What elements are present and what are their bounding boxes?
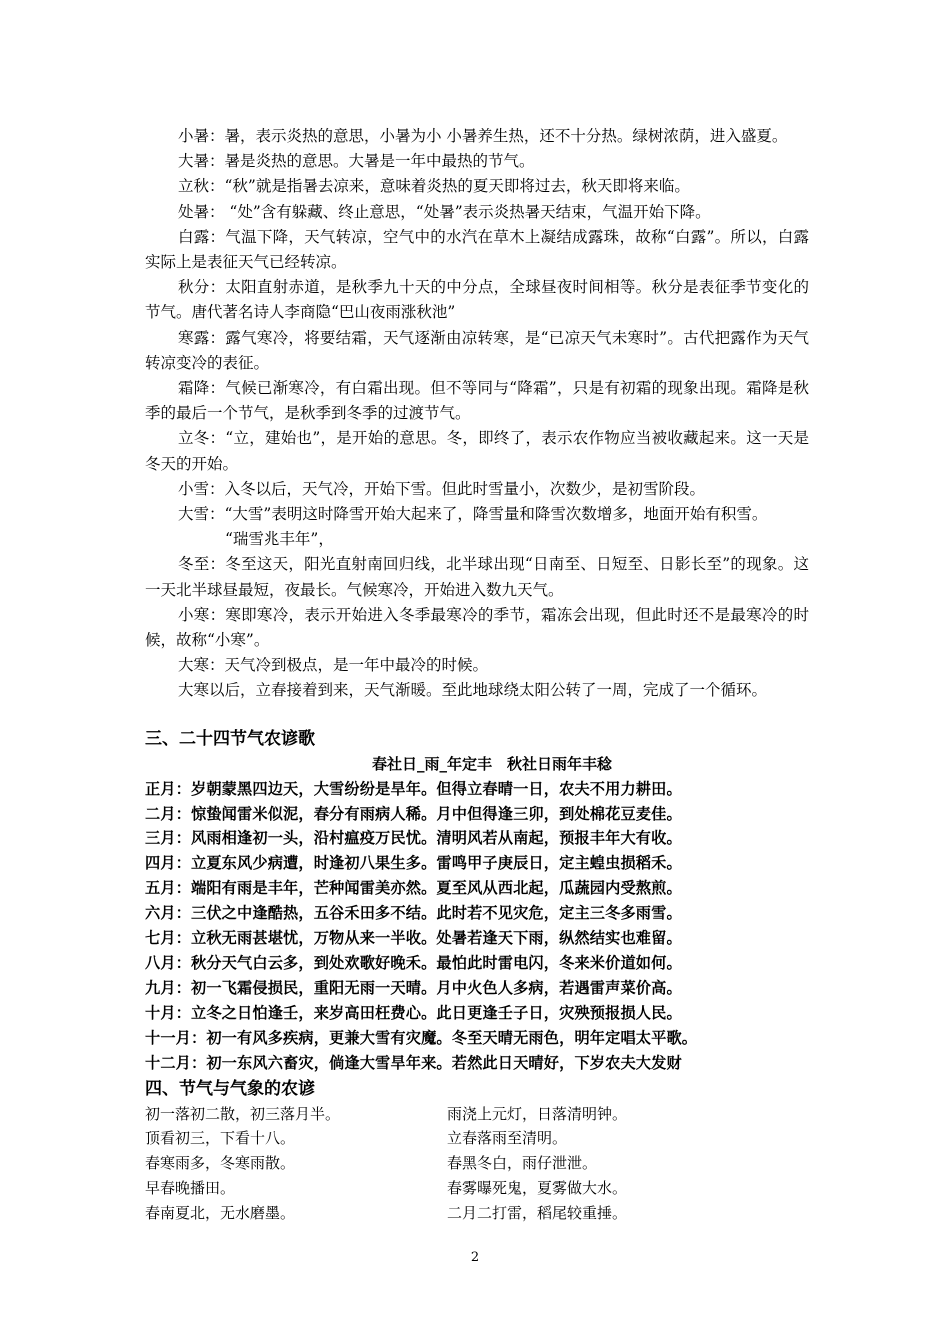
paragraph: 立秋：“秋”就是指暑去凉来，意味着炎热的夏天即将过去，秋天即将来临。 xyxy=(178,177,690,196)
section-4-heading: 四、节气与气象的农谚 xyxy=(145,1078,315,1099)
paragraph: 立冬：“立，建始也”，是开始的意思。冬，即终了，表示农作物应当被收藏起来。这一天是冬天的开始。 xyxy=(145,429,809,473)
monthly-proverbs xyxy=(145,777,809,1076)
proverb-line: 三月：风雨相逢初一头，沿村瘟疫万民忧。清明风若从南起，预报丰年大有收。 xyxy=(145,829,682,848)
proverb-line: 九月：初一飞霜侵损民，重阳无雨一天晴。月中火色人多病，若遇雷声菜价高。 xyxy=(145,978,682,997)
proverb-pair-row xyxy=(145,1201,809,1226)
paragraph: 小雪：入冬以后，天气冷，开始下雪。但此时雪量小，次数少，是初雪阶段。 xyxy=(178,479,706,498)
proverb-right: 立春落雨至清明。 xyxy=(447,1129,568,1148)
weather-proverbs-grid xyxy=(145,1102,809,1226)
paragraph: 大寒：天气冷到极点，是一年中最冷的时候。 xyxy=(178,656,489,675)
proverb-line: 四月：立夏东风少病遭，时逢初八果生多。雷鸣甲子庚辰日，定主蝗虫损稻禾。 xyxy=(145,854,682,873)
paragraph: 冬至：冬至这天，阳光直射南回归线，北半球出现“日南至、日短至、日影长至”的现象。这一天北半球昼最短，夜最长。气候寒冷，开始进入数九天气。 xyxy=(145,555,809,599)
solar-terms-descriptions xyxy=(145,124,809,704)
proverb-pair-row xyxy=(145,1102,809,1127)
proverb-line: 十一月：初一有风多疾病，更兼大雪有灾魔。冬至天晴无雨色，明年定唱太平歌。 xyxy=(145,1028,698,1047)
page-number: 2 xyxy=(470,1250,480,1265)
proverb-line: 六月：三伏之中逢酷热，五谷禾田多不结。此时若不见灾危，定主三冬多雨雪。 xyxy=(145,904,682,923)
proverb-line: 八月：秋分天气白云多，到处欢歌好晚禾。最怕此时雷电闪，冬来米价道如何。 xyxy=(145,954,682,973)
proverb-left: 春寒雨多，冬寒雨散。 xyxy=(145,1154,296,1173)
proverb-pair-row xyxy=(145,1176,809,1201)
proverb-line: 正月：岁朝蒙黑四边天，大雪纷纷是旱年。但得立春晴一日，农夫不用力耕田。 xyxy=(145,779,682,798)
proverb-line: 二月：惊蛰闻雷米似泥，春分有雨病人稀。月中但得逢三卯，到处棉花豆麦佳。 xyxy=(145,804,682,823)
paragraph: 秋分：太阳直射赤道，是秋季九十天的中分点，全球昼夜时间相等。秋分是表征季节变化的节气。唐代著名诗人李商隐“巴山夜雨涨秋池” xyxy=(145,278,809,322)
paragraph: “瑞雪兆丰年”， xyxy=(225,530,334,549)
proverb-line: 五月：端阳有雨是丰年，芒种闻雷美亦然。夏至风从西北起，瓜蔬园内受熬煎。 xyxy=(145,879,682,898)
proverb-line: 十月：立冬之日怕逢壬，来岁高田枉费心。此日更逢壬子日，灾殃预报损人民。 xyxy=(145,1003,682,1022)
section-3-heading: 三、二十四节气农谚歌 xyxy=(145,728,315,749)
proverb-line: 七月：立秋无雨甚堪忧，万物从来一半收。处暑若逢天下雨，纵然结实也难留。 xyxy=(145,929,682,948)
paragraph: 处暑： “处”含有躲藏、终止意思，“处暑”表示炎热暑天结束，气温开始下降。 xyxy=(178,202,711,221)
proverb-left: 春南夏北，无水磨墨。 xyxy=(145,1203,296,1222)
paragraph: 小寒：寒即寒冷，表示开始进入冬季最寒冷的季节，霜冻会出现，但此时还不是最寒冷的时候，故称“小寒”。 xyxy=(145,605,809,650)
paragraph: 大寒以后，立春接着到来，天气渐暖。至此地球绕太阳公转了一周，完成了一个循环。 xyxy=(178,681,768,700)
paragraph: 大雪：“大雪”表明这时降雪开始大起来了，降雪量和降雪次数增多，地面开始有积雪。 xyxy=(178,505,768,524)
section-3-subtitle: 春社日_雨_年定丰 秋社日雨年丰稔 xyxy=(371,754,612,773)
proverb-left: 顶看初三，下看十八。 xyxy=(145,1129,296,1148)
proverb-pair-row xyxy=(145,1151,809,1176)
page-content xyxy=(145,124,809,1226)
paragraph: 大暑：暑是炎热的意思。大暑是一年中最热的节气。 xyxy=(178,152,535,171)
proverb-left: 早春晚播田。 xyxy=(145,1178,236,1197)
proverb-right: 春雾曝死鬼，夏雾做大水。 xyxy=(447,1178,628,1197)
proverb-line: 十二月：初一东风六畜灾，倘逢大雪旱年来。若然此日天晴好，下岁农夫大发财 xyxy=(145,1053,682,1072)
proverb-right: 雨浇上元灯，日落清明钟。 xyxy=(447,1104,628,1123)
proverb-pair-row xyxy=(145,1126,809,1151)
proverb-left: 初一落初二散，初三落月半。 xyxy=(145,1104,341,1123)
proverb-right: 春黑冬白，雨仔泄泄。 xyxy=(447,1154,598,1173)
paragraph: 寒露：露气寒冷，将要结霜，天气逐渐由凉转寒，是“已凉天气未寒时”。古代把露作为天气转凉变冷的表征。 xyxy=(145,328,809,372)
paragraph: 白露：气温下降，天气转凉，空气中的水汽在草木上凝结成露珠，故称“白露”。所以，白露实际上是表征天气已经转凉。 xyxy=(145,227,809,272)
paragraph: 霜降：气候已渐寒冷，有白霜出现。但不等同与“降霜”，只是有初霜的现象出现。霜降是秋季的最后一个节气，是秋季到冬季的过渡节气。 xyxy=(145,379,809,423)
paragraph: 小暑：暑，表示炎热的意思，小暑为小 小暑养生热，还不十分热。绿树浓荫，进入盛夏。 xyxy=(178,127,788,145)
proverb-right: 二月二打雷，稻尾较重捶。 xyxy=(447,1203,628,1222)
